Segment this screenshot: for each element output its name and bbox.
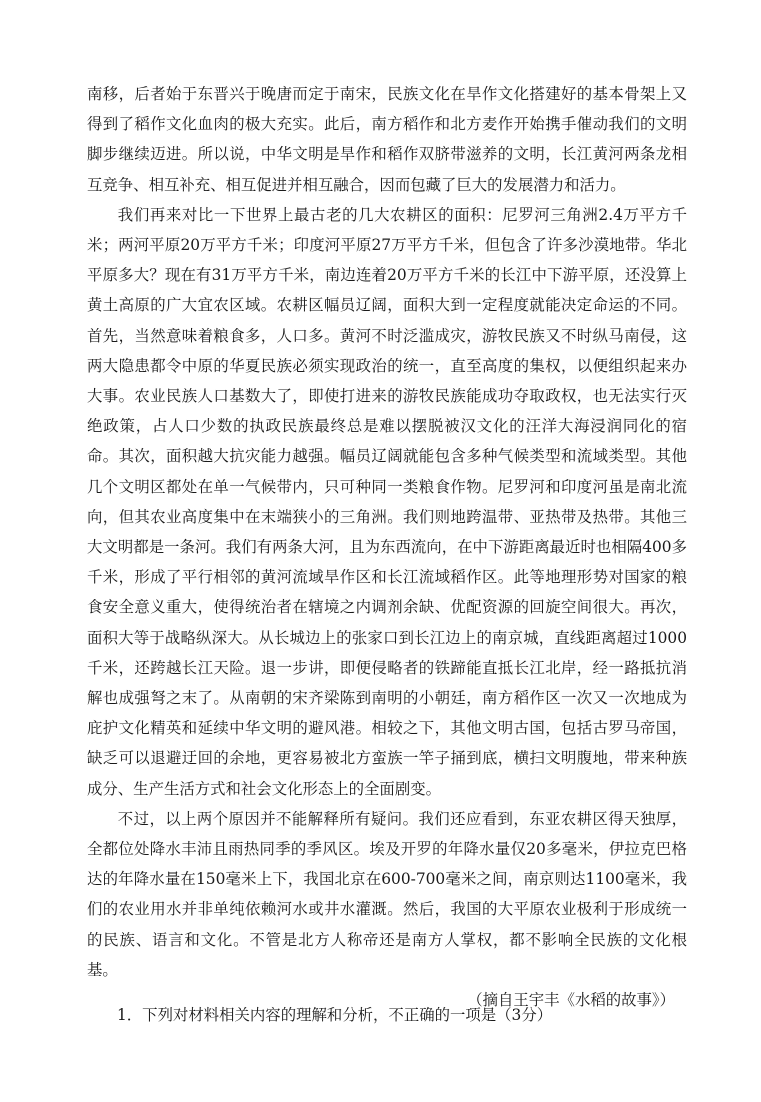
question-1-prompt: 1．下列对材料相关内容的理解和分析，不正确的一项是（3分） bbox=[117, 1006, 553, 1024]
article-paragraph-2: 我们再来对比一下世界上最古老的几大农耕区的面积：尼罗河三角洲2.4万平方千米；两河平原20万平方千米；印度河平原27万平方千米，但包含了许多沙漠地带。华北平原多大？现在有31万平方千米，南边连着20万平方千米的长江中下游平原，还没算上黄土高原的广大宜农区域。农耕区幅员辽阔，面积大到一定程度就能决定命运的不同。首先，当然意味着粮食多，人口多。黄河不时泛滥成灾，游牧民族又不时纵马南侵，这两大隐患都令中原的华夏民族必须实现政治的统一，直至高度的集权，以便组织起来办大事。农业民族人口基数大了，即使打进来的游牧民族能成功夺取政权，也无法实行灭绝政策，占人口少数的执政民族最终总是难以摆脱被汉文化的汪洋大海浸润同化的宿命。其次，面积越大抗灾能力越强。幅员辽阔就能包含多种气候类型和流域类型。其他几个文明区都处在单一气候带内，只可种同一类粮食作物。尼罗河和印度河虽是南北流向，但其农业高度集中在末端狭小的三角洲。我们则地跨温带、亚热带及热带。其他三大文明都是一条河。我们有两条大河，且为东西流向，在中下游距离最近时也相隔400多千米，形成了平行相邻的黄河流域旱作区和长江流域稻作区。此等地理形势对国家的粮食安全意义重大，使得统治者在辖境之内调剂余缺、优配资源的回旋空间很大。再次，面积大等于战略纵深大。从长城边上的张家口到长江边上的南京城，直线距离超过1000千米，还跨越长江天险。退一步讲，即便侵略者的铁蹄能直抵长江北岸，经一路抵抗消解也成强弩之末了。从南朝的宋齐梁陈到南明的小朝廷，南方稻作区一次又一次地成为庇护文化精英和延续中华文明的避风港。相较之下，其他文明古国，包括古罗马帝国，缺乏可以退避迂回的余地，更容易被北方蛮族一竿子捅到底，横扫文明腹地，带来种族成分、生产生活方式和社会文化形态上的全面剧变。 bbox=[87, 205, 687, 798]
article-paragraph-1: 南移，后者始于东晋兴于晚唐而定于南宋，民族文化在旱作文化搭建好的基本骨架上又得到了稻作文化血肉的极大充实。此后，南方稻作和北方麦作开始携手催动我们的文明脚步继续迈进。所以说，中华文明是旱作和稻作双脐带滋养的文明，长江黄河两条龙相互竞争、相互补充、相互促进并相互融合，因而包藏了巨大的发展潜力和活力。 bbox=[87, 85, 687, 194]
article-body bbox=[87, 79, 687, 1015]
article-source-citation: （摘自王宇丰《水稻的故事》） bbox=[467, 991, 675, 1010]
article-paragraph-3: 不过，以上两个原因并不能解释所有疑问。我们还应看到，东亚农耕区得天独厚，全都位处降水丰沛且雨热同季的季风区。埃及开罗的年降水量仅20多毫米，伊拉克巴格达的年降水量在150毫米上下，我国北京在600-700毫米之间，南京则达1100毫米，我们的农业用水并非单纯依赖河水或井水灌溉。然后，我国的大平原农业极利于形成统一的民族、语言和文化。不管是北方人称帝还是南方人掌权，都不影响全民族的文化根基。 bbox=[87, 809, 687, 979]
